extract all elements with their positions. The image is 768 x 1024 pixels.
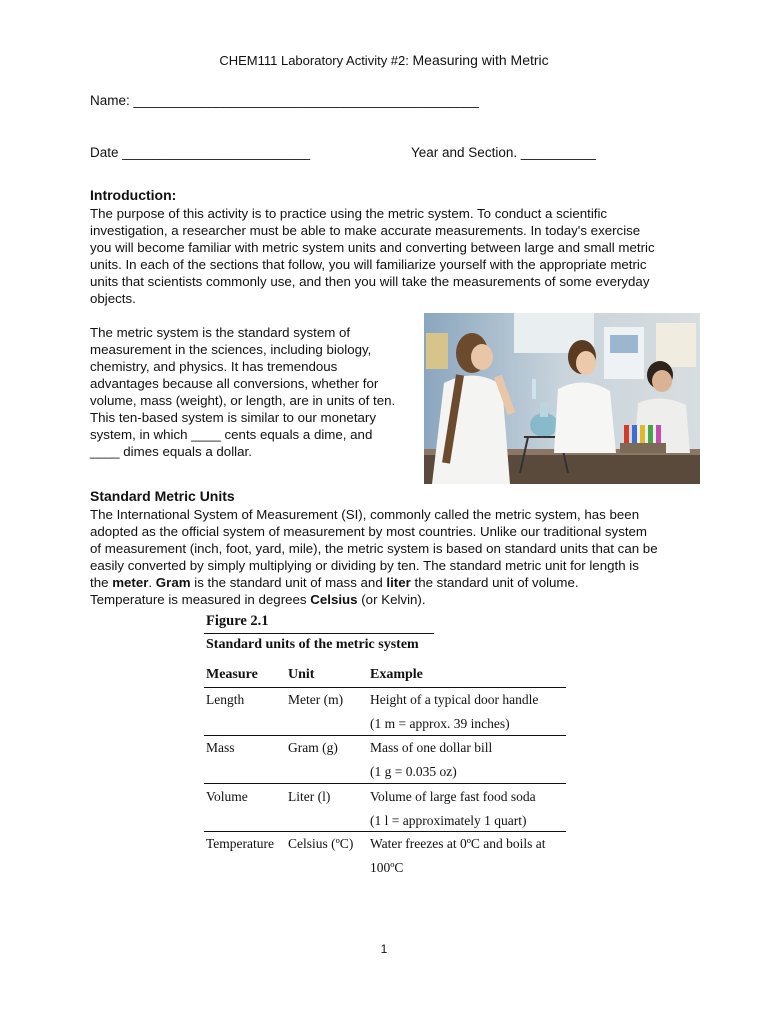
- figure-label: Figure 2.1: [206, 613, 269, 629]
- cell-measure: Volume: [206, 789, 248, 804]
- cell-example-note: (1 l = approximately 1 quart): [370, 813, 527, 828]
- header-unit: Unit: [288, 667, 315, 682]
- celsius-term: Celsius: [310, 592, 358, 607]
- cell-example: Volume of large fast food soda: [370, 789, 536, 804]
- cell-measure: Mass: [206, 740, 235, 755]
- row-rule: [204, 783, 566, 784]
- header-example: Example: [370, 667, 423, 682]
- year-section-field: Year and Section. __________: [411, 145, 596, 160]
- cell-unit: Gram (g): [288, 740, 338, 755]
- cell-unit: Celsius (ºC): [288, 836, 354, 851]
- cell-example: Mass of one dollar bill: [370, 740, 493, 755]
- metric-line: advantages because all conversions, whether for: [90, 376, 379, 391]
- standard-line: Temperature is measured in degrees Celsius (or Kelvin).: [90, 592, 426, 607]
- metric-line: system, in which ____ cents equals a dime, and: [90, 427, 373, 442]
- metric-line: measurement in the sciences, including biology,: [90, 342, 372, 357]
- row-rule: [204, 735, 566, 736]
- liter-term: liter: [386, 575, 411, 590]
- intro-paragraph: [90, 205, 710, 307]
- standard-line: of measurement (inch, foot, yard, mile), the metric system is based on standard units that can be: [90, 541, 658, 556]
- intro-heading: Introduction:: [90, 187, 177, 203]
- cell-unit: Meter (m): [288, 692, 344, 707]
- cell-example-note: (1 m = approx. 39 inches): [370, 716, 510, 731]
- intro-line: units. In each of the sections that follow, you will familiarize yourself with the appropriate metric: [90, 257, 647, 272]
- gram-term: Gram: [155, 575, 191, 590]
- standard-units-heading: Standard Metric Units: [90, 488, 235, 504]
- date-field: Date _________________________: [90, 145, 310, 160]
- cell-example-note: (1 g = 0.035 oz): [370, 764, 457, 779]
- cell-measure: Length: [206, 692, 245, 707]
- header-rule: [204, 687, 566, 688]
- title-prefix: CHEM111 Laboratory Activity #2:: [219, 53, 409, 68]
- intro-line: you will become familiar with metric system units and converting between large and small metric: [90, 240, 655, 255]
- cell-example: Height of a typical door handle: [370, 692, 539, 707]
- cell-measure: Temperature: [206, 836, 275, 851]
- page-title: [0, 52, 768, 68]
- intro-line: The purpose of this activity is to practice using the metric system. To conduct a scientific: [90, 206, 608, 221]
- intro-line: objects.: [90, 291, 136, 306]
- metric-line: volume, mass (weight), or length, are in units of ten.: [90, 393, 396, 408]
- intro-line: investigation, a researcher must be able to make accurate measurements. In today's exercise: [90, 223, 641, 238]
- page-number: 1: [380, 942, 388, 956]
- standard-line: easily converted by simply multiplying or dividing by ten. The standard metric unit for length is: [90, 558, 639, 573]
- cell-example: Water freezes at 0ºC and boils at: [370, 836, 546, 851]
- figure-rule: [204, 633, 434, 634]
- cell-unit: Liter (l): [288, 789, 331, 804]
- metric-line: ____ dimes equals a dollar.: [90, 444, 252, 459]
- lab-students-photo: [424, 313, 700, 484]
- figure-caption: Standard units of the metric system: [206, 637, 419, 652]
- metric-line: This ten-based system is similar to our monetary: [90, 410, 376, 425]
- row-rule: [204, 831, 566, 832]
- standard-line: The International System of Measurement (SI), commonly called the metric system, has been: [90, 507, 640, 522]
- metric-paragraph: [90, 324, 420, 460]
- cell-example-note: 100ºC: [370, 860, 404, 875]
- metric-line: chemistry, and physics. It has tremendous: [90, 359, 338, 374]
- standard-units-paragraph: [90, 506, 710, 608]
- intro-line: units that scientists commonly use, and then you will take the measurements of some everyday: [90, 274, 650, 289]
- standard-line: the meter. Gram is the standard unit of mass and liter the standard unit of volume.: [90, 575, 579, 590]
- standard-line: adopted as the official system of measurement by most countries. Unlike our traditional system: [90, 524, 648, 539]
- title-main: Measuring with Metric: [412, 52, 549, 68]
- metric-line: The metric system is the standard system of: [90, 325, 351, 340]
- meter-term: meter: [112, 575, 149, 590]
- name-field: Name: ______________________________________________: [90, 93, 479, 108]
- header-measure: Measure: [206, 667, 258, 682]
